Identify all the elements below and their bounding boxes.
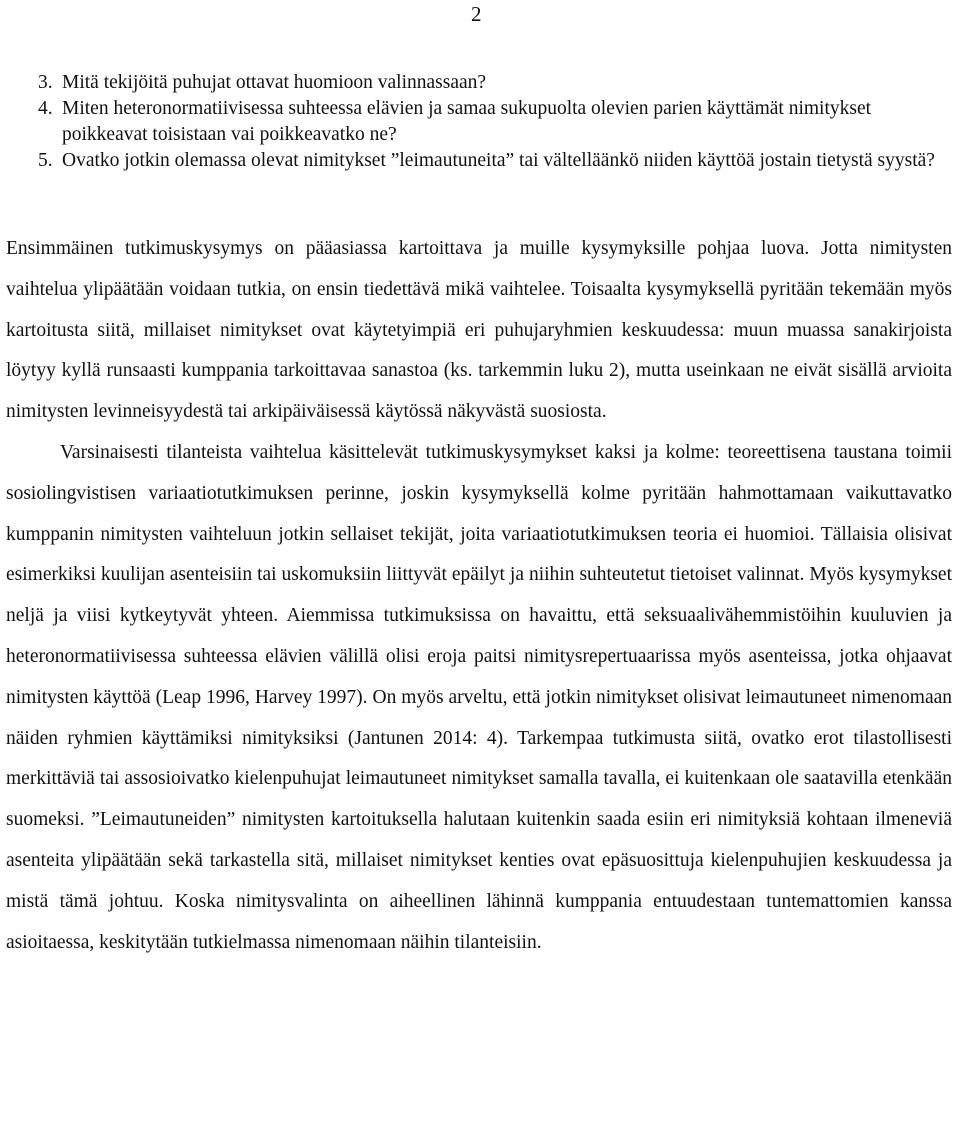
list-item: [38, 70, 938, 96]
list-item: [38, 96, 938, 148]
body-text: [6, 229, 952, 963]
list-item-number: 3.: [38, 72, 53, 93]
paragraph-second: Varsinaisesti tilanteista vaihtelua käsittelevät tutkimuskysymykset kaksi ja kolme: teoreettisena taustana toimii sosiolingvistisen variaatiotutkimuksen perinne, joskin kysymyksellä kolme pyritään hahmottamaan vaikuttavatko kumppanin nimitysten vaihteluun jotkin sellaiset tekijät, joita variaatiotutkimuksen teoria ei huomioi. Tällaisia olisivat esimerkiksi kuulijan asenteisiin tai uskomuksiin liittyvät epäilyt ja niihin suhteutetut tietoiset valinnat. Myös kysymykset neljä ja viisi kytkeytyvät yhteen. Aiemmissa tutkimuksissa on havaittu, että seksuaalivähemmistöihin kuuluvien ja heteronormatiivisessa suhteessa elävien välillä olisi eroja paitsi nimitysrepertuaarissa myös asenteissa, jotka ohjaavat nimitysten käyttöä (Leap 1996, Harvey 1997). On myös arveltu, että jotkin nimitykset olisivat leimautuneet nimenomaan näiden ryhmien käyttämiksi nimityksiksi (Jantunen 2014: 4). Tarkempaa tutkimusta siitä, ovatko erot tilastollisesti merkittäviä tai assosioivatko kielenpuhujat leimautuneet nimitykset samalla tavalla, ei kuitenkaan ole saatavilla etenkään suomeksi. ”Leimautuneiden” nimitysten kartoituksella halutaan kuitenkin saada esiin eri nimityksiä kohtaan ilmeneviä asenteita ylipäätään sekä tarkastella sitä, millaiset nimitykset kenties ovat epäsuosittuja kielenpuhujien keskuudessa ja mistä tämä johtuu. Koska nimitysvalinta on aiheellinen lähinnä kumppania entuudestaan tuntemattomien kanssa asioitaessa, keskitytään tutkielmassa nimenomaan näihin tilanteisiin.: [6, 441, 952, 953]
research-question-list: [38, 70, 938, 174]
list-item-number: 5.: [38, 150, 53, 171]
list-item-text: Mitä tekijöitä puhujat ottavat huomioon valinnassaan?: [62, 72, 487, 93]
list-item-text: Ovatko jotkin olemassa olevat nimitykset ”leimautuneita” tai vältelläänkö niiden käyttöä jostain tietystä syystä?: [62, 150, 935, 171]
list-item-text: Miten heteronormatiivisessa suhteessa elävien ja samaa sukupuolta olevien parien käyttämät nimitykset poikkeavat toisistaan vai poikkeavatko ne?: [62, 98, 872, 145]
list-item: [38, 148, 938, 174]
list-item-number: 4.: [38, 98, 53, 119]
paragraph-first: Ensimmäinen tutkimuskysymys on pääasiassa kartoittava ja muille kysymyksille pohjaa luova. Jotta nimitysten vaihtelua ylipäätään voidaan tutkia, on ensin tiedettävä mikä vaihtelee. Toisaalta kysymyksellä pyritään tekemään myös kartoitusta siitä, millaiset nimitykset ovat käytetyimpiä eri puhujaryhmien keskuudessa: muun muassa sanakirjoista löytyy kyllä runsaasti kumppania tarkoittavaa sanastoa (ks. tarkemmin luku 2), mutta useinkaan ne eivät sisällä arvioita nimitysten levinneisyydestä tai arkipäiväisessä käytössä näkyvästä suosiosta.: [6, 238, 952, 423]
page-number: 2: [471, 2, 482, 26]
